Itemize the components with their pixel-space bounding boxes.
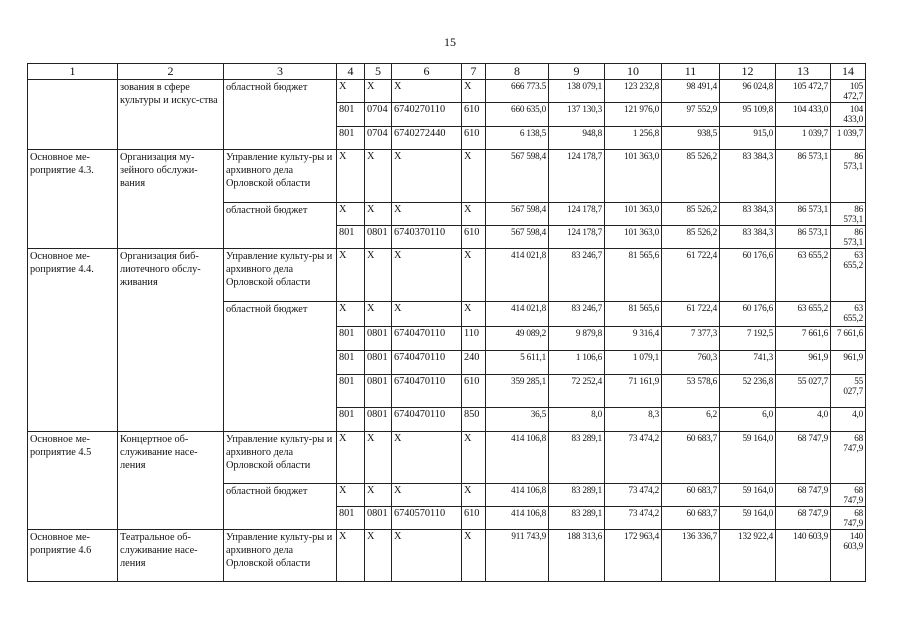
target-article-cell: 6740470110 <box>392 351 462 375</box>
expense-type-cell: X <box>462 484 486 507</box>
amount-cell: 8,0 <box>549 408 605 432</box>
section-code-cell: X <box>365 432 392 484</box>
amount-cell: 52 236,8 <box>720 375 776 408</box>
amount-cell: 68 747,9 <box>776 484 831 507</box>
amount-cell: 86 573,1 <box>831 226 866 249</box>
grbs-code-cell: X <box>337 484 365 507</box>
amount-cell: 83 246,7 <box>549 302 605 327</box>
amount-cell: 83 384,3 <box>720 203 776 226</box>
section-code-cell: X <box>365 80 392 103</box>
amount-cell: 140 603,9 <box>831 530 866 582</box>
amount-cell: 414 106,8 <box>486 432 549 484</box>
event-name-cell: Основное ме-роприятие 4.5 <box>28 432 118 530</box>
amount-cell: 73 474,2 <box>605 484 662 507</box>
amount-cell: 7 192,5 <box>720 327 776 351</box>
target-article-cell: X <box>392 530 462 582</box>
amount-cell: 68 747,9 <box>776 507 831 530</box>
amount-cell: 105 472,7 <box>776 80 831 103</box>
section-code-cell: X <box>365 484 392 507</box>
section-code-cell: 0801 <box>365 375 392 408</box>
target-article-cell: X <box>392 302 462 327</box>
amount-cell: 7 661,6 <box>831 327 866 351</box>
amount-cell: 414 106,8 <box>486 484 549 507</box>
amount-cell: 359 285,1 <box>486 375 549 408</box>
page-number: 15 <box>444 35 456 49</box>
amount-cell: 140 603,9 <box>776 530 831 582</box>
section-code-cell: X <box>365 150 392 203</box>
amount-cell: 124 178,7 <box>549 203 605 226</box>
amount-cell: 63 655,2 <box>831 249 866 302</box>
amount-cell: 86 573,1 <box>776 226 831 249</box>
amount-cell: 36,5 <box>486 408 549 432</box>
grbs-code-cell: 801 <box>337 408 365 432</box>
executor-cell: областной бюджет <box>224 203 337 249</box>
event-name-cell: Основное ме-роприятие 4.3. <box>28 150 118 249</box>
amount-cell: 124 178,7 <box>549 226 605 249</box>
amount-cell: 61 722,4 <box>662 249 720 302</box>
grbs-code-cell: 801 <box>337 127 365 150</box>
amount-cell: 6,0 <box>720 408 776 432</box>
amount-cell: 8,3 <box>605 408 662 432</box>
amount-cell: 83 384,3 <box>720 226 776 249</box>
amount-cell: 4,0 <box>831 408 866 432</box>
amount-cell: 95 109,8 <box>720 103 776 127</box>
expense-type-cell: 110 <box>462 327 486 351</box>
grbs-code-cell: X <box>337 302 365 327</box>
amount-cell: 85 526,2 <box>662 203 720 226</box>
amount-cell: 948,8 <box>549 127 605 150</box>
amount-cell: 741,3 <box>720 351 776 375</box>
amount-cell: 1 256,8 <box>605 127 662 150</box>
event-title-cell: Организация му-зейного обслужи-вания <box>118 150 224 249</box>
amount-cell: 83 289,1 <box>549 432 605 484</box>
section-code-cell: 0801 <box>365 507 392 530</box>
event-title-cell: Театральное об-служивание насе-ления <box>118 530 224 582</box>
grbs-code-cell: 801 <box>337 375 365 408</box>
amount-cell: 105 472,7 <box>831 80 866 103</box>
header-cell: 5 <box>365 64 392 80</box>
expense-type-cell: 610 <box>462 103 486 127</box>
amount-cell: 68 747,9 <box>831 507 866 530</box>
section-code-cell: X <box>365 203 392 226</box>
table-row <box>28 432 866 484</box>
amount-cell: 73 474,2 <box>605 507 662 530</box>
amount-cell: 63 655,2 <box>776 249 831 302</box>
amount-cell: 104 433,0 <box>831 103 866 127</box>
target-article-cell: X <box>392 80 462 103</box>
amount-cell: 83 384,3 <box>720 150 776 203</box>
grbs-code-cell: X <box>337 249 365 302</box>
table-row <box>28 249 866 302</box>
grbs-code-cell: X <box>337 80 365 103</box>
section-code-cell: X <box>365 249 392 302</box>
expense-type-cell: X <box>462 432 486 484</box>
target-article-cell: X <box>392 484 462 507</box>
amount-cell: 9 879,8 <box>549 327 605 351</box>
target-article-cell: 6740470110 <box>392 408 462 432</box>
header-cell: 12 <box>720 64 776 80</box>
header-cell: 2 <box>118 64 224 80</box>
event-name-cell <box>28 80 118 150</box>
amount-cell: 86 573,1 <box>831 203 866 226</box>
amount-cell: 9 316,4 <box>605 327 662 351</box>
section-code-cell: X <box>365 302 392 327</box>
section-code-cell: 0704 <box>365 127 392 150</box>
amount-cell: 660 635,0 <box>486 103 549 127</box>
amount-cell: 121 976,0 <box>605 103 662 127</box>
amount-cell: 911 743,9 <box>486 530 549 582</box>
header-cell: 11 <box>662 64 720 80</box>
expense-type-cell: 610 <box>462 507 486 530</box>
target-article-cell: X <box>392 249 462 302</box>
expense-type-cell: X <box>462 302 486 327</box>
amount-cell: 63 655,2 <box>776 302 831 327</box>
amount-cell: 567 598,4 <box>486 203 549 226</box>
section-code-cell: 0704 <box>365 103 392 127</box>
amount-cell: 1 039,7 <box>776 127 831 150</box>
grbs-code-cell: 801 <box>337 327 365 351</box>
header-cell: 4 <box>337 64 365 80</box>
amount-cell: 915,0 <box>720 127 776 150</box>
target-article-cell: X <box>392 432 462 484</box>
amount-cell: 61 722,4 <box>662 302 720 327</box>
executor-cell: Управление культу-ры и архивного дела Орловской области <box>224 432 337 484</box>
amount-cell: 7 661,6 <box>776 327 831 351</box>
expense-type-cell: X <box>462 150 486 203</box>
expense-type-cell: X <box>462 203 486 226</box>
amount-cell: 414 021,8 <box>486 302 549 327</box>
amount-cell: 101 363,0 <box>605 150 662 203</box>
amount-cell: 414 021,8 <box>486 249 549 302</box>
amount-cell: 5 611,1 <box>486 351 549 375</box>
amount-cell: 1 039,7 <box>831 127 866 150</box>
amount-cell: 666 773.5 <box>486 80 549 103</box>
section-code-cell: 0801 <box>365 327 392 351</box>
grbs-code-cell: X <box>337 203 365 226</box>
header-cell: 1 <box>28 64 118 80</box>
amount-cell: 83 246,7 <box>549 249 605 302</box>
amount-cell: 59 164,0 <box>720 484 776 507</box>
grbs-code-cell: X <box>337 150 365 203</box>
budget-table <box>27 63 866 582</box>
amount-cell: 68 747,9 <box>831 432 866 484</box>
executor-cell: областной бюджет <box>224 302 337 432</box>
amount-cell: 172 963,4 <box>605 530 662 582</box>
expense-type-cell: X <box>462 249 486 302</box>
expense-type-cell: 610 <box>462 375 486 408</box>
grbs-code-cell: 801 <box>337 103 365 127</box>
header-cell: 3 <box>224 64 337 80</box>
event-name-cell: Основное ме-роприятие 4.4. <box>28 249 118 432</box>
target-article-cell: 6740272440 <box>392 127 462 150</box>
executor-cell: Управление культу-ры и архивного дела Орловской области <box>224 150 337 203</box>
amount-cell: 71 161,9 <box>605 375 662 408</box>
amount-cell: 53 578,6 <box>662 375 720 408</box>
header-cell: 7 <box>462 64 486 80</box>
amount-cell: 7 377,3 <box>662 327 720 351</box>
amount-cell: 59 164,0 <box>720 507 776 530</box>
amount-cell: 60 176,6 <box>720 249 776 302</box>
section-code-cell: 0801 <box>365 351 392 375</box>
expense-type-cell: X <box>462 530 486 582</box>
amount-cell: 85 526,2 <box>662 150 720 203</box>
amount-cell: 760,3 <box>662 351 720 375</box>
amount-cell: 63 655,2 <box>831 302 866 327</box>
section-code-cell: X <box>365 530 392 582</box>
amount-cell: 86 573,1 <box>776 203 831 226</box>
amount-cell: 137 130,3 <box>549 103 605 127</box>
header-cell: 6 <box>392 64 462 80</box>
executor-cell: Управление культу-ры и архивного дела Орловской области <box>224 249 337 302</box>
amount-cell: 414 106,8 <box>486 507 549 530</box>
amount-cell: 132 922,4 <box>720 530 776 582</box>
amount-cell: 86 573,1 <box>831 150 866 203</box>
amount-cell: 188 313,6 <box>549 530 605 582</box>
event-title-cell: Концертное об-служивание насе-ления <box>118 432 224 530</box>
grbs-code-cell: X <box>337 530 365 582</box>
executor-cell: Управление культу-ры и архивного дела Орловской области <box>224 530 337 582</box>
amount-cell: 72 252,4 <box>549 375 605 408</box>
amount-cell: 59 164,0 <box>720 432 776 484</box>
amount-cell: 961,9 <box>776 351 831 375</box>
amount-cell: 138 079,1 <box>549 80 605 103</box>
amount-cell: 6 138,5 <box>486 127 549 150</box>
amount-cell: 83 289,1 <box>549 507 605 530</box>
amount-cell: 60 683,7 <box>662 432 720 484</box>
amount-cell: 60 683,7 <box>662 507 720 530</box>
amount-cell: 49 089,2 <box>486 327 549 351</box>
event-title-cell: Организация биб-лиотечного обслу-живания <box>118 249 224 432</box>
event-name-cell: Основное ме-роприятие 4.6 <box>28 530 118 582</box>
target-article-cell: 6740270110 <box>392 103 462 127</box>
grbs-code-cell: 801 <box>337 507 365 530</box>
amount-cell: 1 079,1 <box>605 351 662 375</box>
amount-cell: 104 433,0 <box>776 103 831 127</box>
target-article-cell: X <box>392 150 462 203</box>
amount-cell: 6,2 <box>662 408 720 432</box>
target-article-cell: X <box>392 203 462 226</box>
table-row <box>28 150 866 203</box>
section-code-cell: 0801 <box>365 408 392 432</box>
amount-cell: 55 027,7 <box>776 375 831 408</box>
header-row <box>28 64 866 80</box>
amount-cell: 136 336,7 <box>662 530 720 582</box>
expense-type-cell: X <box>462 80 486 103</box>
event-title-cell: зования в сфере культуры и искус-ства <box>118 80 224 150</box>
amount-cell: 68 747,9 <box>776 432 831 484</box>
expense-type-cell: 850 <box>462 408 486 432</box>
amount-cell: 55 027,7 <box>831 375 866 408</box>
expense-type-cell: 610 <box>462 226 486 249</box>
amount-cell: 81 565,6 <box>605 249 662 302</box>
amount-cell: 86 573,1 <box>776 150 831 203</box>
header-cell: 13 <box>776 64 831 80</box>
table-row <box>28 80 866 103</box>
amount-cell: 938,5 <box>662 127 720 150</box>
amount-cell: 85 526,2 <box>662 226 720 249</box>
header-cell: 8 <box>486 64 549 80</box>
amount-cell: 60 683,7 <box>662 484 720 507</box>
amount-cell: 1 106,6 <box>549 351 605 375</box>
target-article-cell: 6740370110 <box>392 226 462 249</box>
amount-cell: 961,9 <box>831 351 866 375</box>
header-cell: 10 <box>605 64 662 80</box>
amount-cell: 97 552,9 <box>662 103 720 127</box>
executor-cell: областной бюджет <box>224 80 337 150</box>
amount-cell: 60 176,6 <box>720 302 776 327</box>
header-cell: 9 <box>549 64 605 80</box>
expense-type-cell: 610 <box>462 127 486 150</box>
amount-cell: 81 565,6 <box>605 302 662 327</box>
grbs-code-cell: X <box>337 432 365 484</box>
executor-cell: областной бюджет <box>224 484 337 530</box>
section-code-cell: 0801 <box>365 226 392 249</box>
amount-cell: 101 363,0 <box>605 203 662 226</box>
amount-cell: 96 024,8 <box>720 80 776 103</box>
grbs-code-cell: 801 <box>337 226 365 249</box>
amount-cell: 83 289,1 <box>549 484 605 507</box>
target-article-cell: 6740470110 <box>392 327 462 351</box>
amount-cell: 124 178,7 <box>549 150 605 203</box>
amount-cell: 73 474,2 <box>605 432 662 484</box>
amount-cell: 123 232,8 <box>605 80 662 103</box>
table-row <box>28 530 866 582</box>
expense-type-cell: 240 <box>462 351 486 375</box>
amount-cell: 567 598,4 <box>486 226 549 249</box>
amount-cell: 98 491,4 <box>662 80 720 103</box>
header-cell: 14 <box>831 64 866 80</box>
amount-cell: 101 363,0 <box>605 226 662 249</box>
amount-cell: 4,0 <box>776 408 831 432</box>
target-article-cell: 6740570110 <box>392 507 462 530</box>
grbs-code-cell: 801 <box>337 351 365 375</box>
amount-cell: 68 747,9 <box>831 484 866 507</box>
amount-cell: 567 598,4 <box>486 150 549 203</box>
target-article-cell: 6740470110 <box>392 375 462 408</box>
